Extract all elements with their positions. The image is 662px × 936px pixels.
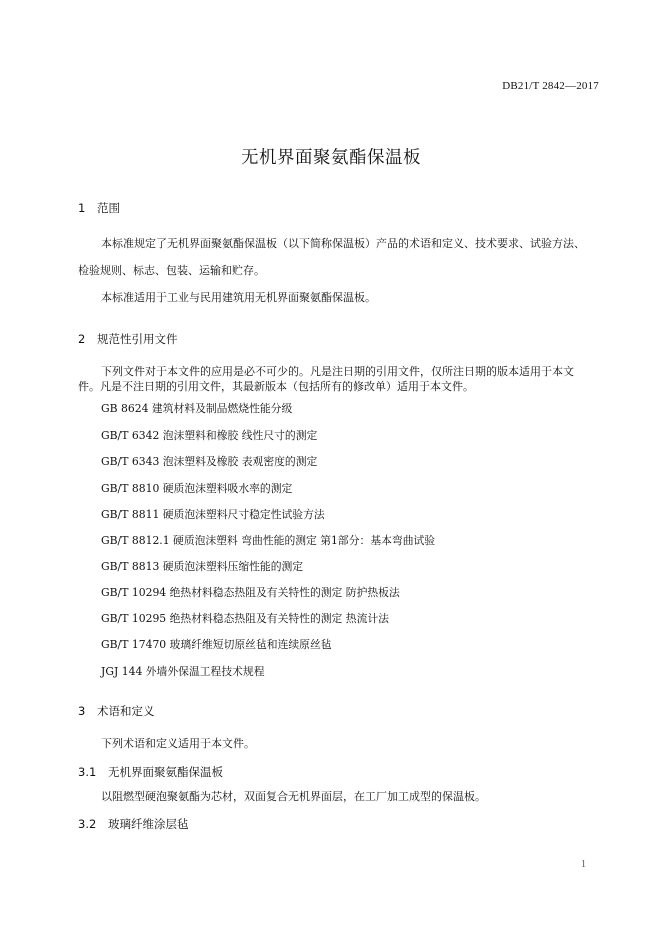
subsection-title: 无机界面聚氨酯保温板 xyxy=(108,765,223,779)
page-number: 1 xyxy=(581,859,586,870)
scope-paragraph-line-2: 检验规则、标志、包装、运输和贮存。 xyxy=(78,264,265,277)
subsection-3-1-heading xyxy=(78,764,223,780)
section-1-heading xyxy=(78,200,120,216)
terms-intro: 下列术语和定义适用于本文件。 xyxy=(101,737,255,750)
section-title: 术语和定义 xyxy=(97,704,155,718)
reference-item: GB/T 10295 绝热材料稳态热阻及有关特性的测定 热流计法 xyxy=(101,612,389,625)
term-definition: 以阻燃型硬泡聚氨酯为芯材，双面复合无机界面层，在工厂加工成型的保温板。 xyxy=(101,790,486,803)
reference-item: GB/T 10294 绝热材料稳态热阻及有关特性的测定 防护热板法 xyxy=(101,586,400,599)
scope-paragraph-line-1: 本标准规定了无机界面聚氨酯保温板（以下简称保温板）产品的术语和定义、技术要求、试验方法、 xyxy=(101,237,585,250)
reference-item: GB/T 6342 泡沫塑料和橡胶 线性尺寸的测定 xyxy=(101,429,318,442)
standard-code: DB21/T 2842—2017 xyxy=(502,80,599,92)
section-number: 1 xyxy=(78,201,86,215)
scope-paragraph-2: 本标准适用于工业与民用建筑用无机界面聚氨酯保温板。 xyxy=(101,291,376,304)
reference-item: GB/T 8811 硬质泡沫塑料尺寸稳定性试验方法 xyxy=(101,508,325,521)
reference-item: GB/T 17470 玻璃纤维短切原丝毡和连续原丝毡 xyxy=(101,638,332,651)
reference-item: GB 8624 建筑材料及制品燃烧性能分级 xyxy=(101,402,293,415)
subsection-number: 3.2 xyxy=(78,817,97,831)
reference-item: GB/T 6343 泡沫塑料及橡胶 表观密度的测定 xyxy=(101,455,318,468)
section-number: 2 xyxy=(78,332,86,346)
reference-item: JGJ 144 外墙外保温工程技术规程 xyxy=(101,665,265,678)
section-number: 3 xyxy=(78,704,86,718)
section-3-heading xyxy=(78,703,155,719)
document-title: 无机界面聚氨酯保温板 xyxy=(241,148,421,168)
reference-item: GB/T 8810 硬质泡沫塑料吸水率的测定 xyxy=(101,482,293,495)
subsection-title: 玻璃纤维涂层毡 xyxy=(108,817,189,831)
reference-item: GB/T 8813 硬质泡沫塑料压缩性能的测定 xyxy=(101,560,304,573)
section-title: 范围 xyxy=(97,201,120,215)
section-2-heading xyxy=(78,331,178,347)
references-intro-line-1: 下列文件对于本文件的应用是必不可少的。凡是注日期的引用文件，仅所注日期的版本适用于本文 xyxy=(101,365,574,378)
section-title: 规范性引用文件 xyxy=(97,332,178,346)
reference-item: GB/T 8812.1 硬质泡沫塑料 弯曲性能的测定 第1部分：基本弯曲试验 xyxy=(101,534,436,547)
subsection-3-2-heading xyxy=(78,816,189,832)
references-intro-line-2: 件。凡是不注日期的引用文件，其最新版本（包括所有的修改单）适用于本文件。 xyxy=(78,380,474,393)
subsection-number: 3.1 xyxy=(78,765,97,779)
